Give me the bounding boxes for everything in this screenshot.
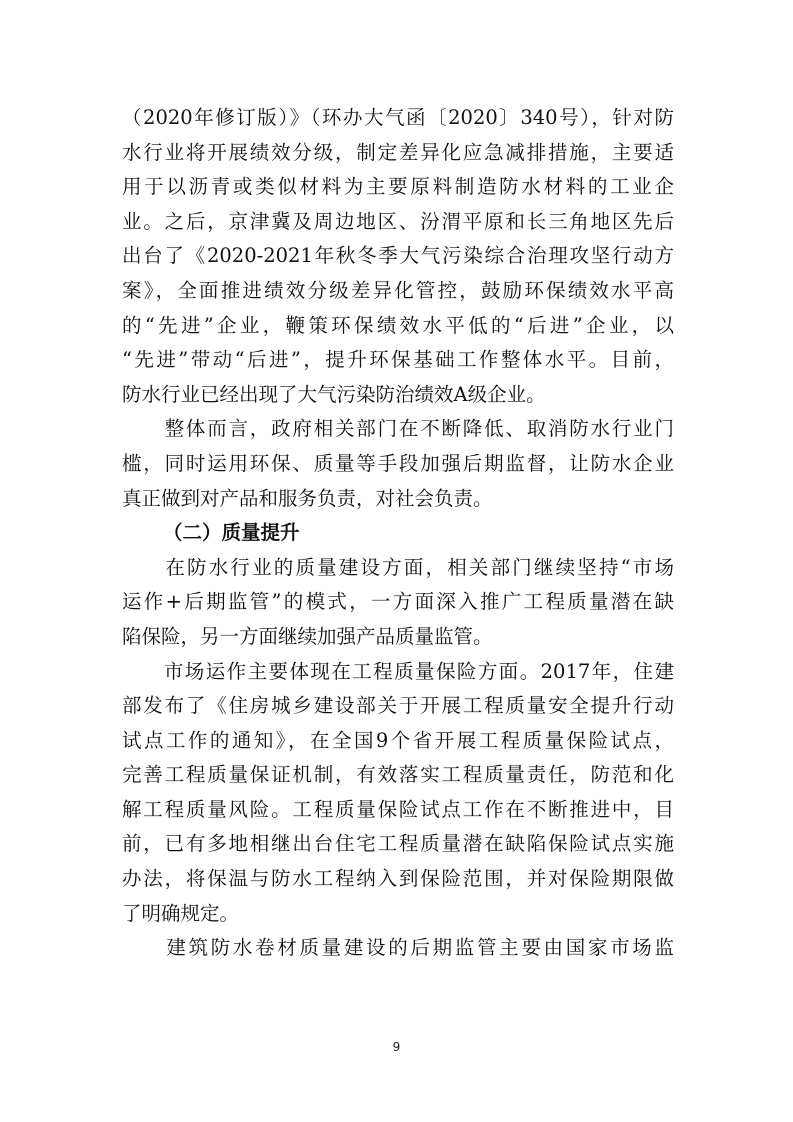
paragraph-1	[122, 101, 674, 412]
text-line: 市场运作主要体现在工程质量保险方面。2017年，住建	[122, 659, 674, 683]
text-line: 槛，同时运用环保、质量等手段加强后期监督，让防水企业	[122, 451, 674, 475]
text-line: 试点工作的通知》，在全国9个省开展工程质量保险试点，	[122, 728, 674, 752]
text-line: 真正做到对产品和服务负责，对社会负责。	[122, 486, 493, 510]
paragraph-3	[122, 551, 674, 655]
text-line: 案》，全面推进绩效分级差异化管控，鼓励环保绩效水平高	[122, 278, 674, 302]
section-heading: （二）质量提升	[163, 521, 300, 545]
paragraph-4	[122, 655, 674, 932]
page-number: 9	[392, 1040, 401, 1054]
paragraph-2	[122, 412, 674, 516]
text-line: 了明确规定。	[122, 901, 240, 925]
text-line: “先进”带动“后进”，提升环保基础工作整体水平。目前，	[122, 348, 674, 372]
text-line: 办法，将保温与防水工程纳入到保险范围，并对保险期限做	[122, 867, 674, 891]
text-line: 运作+后期监管”的模式，一方面深入推广工程质量潜在缺	[122, 590, 674, 614]
text-line: 前，已有多地相继出台住宅工程质量潜在缺陷保险试点实施	[122, 832, 674, 856]
text-line: 用于以沥青或类似材料为主要原料制造防水材料的工业企	[122, 175, 674, 199]
text-line: 建筑防水卷材质量建设的后期监管主要由国家市场监	[122, 936, 674, 960]
text-line: 在防水行业的质量建设方面，相关部门继续坚持“市场	[122, 555, 674, 579]
text-line: 的“先进”企业，鞭策环保绩效水平低的“后进”企业，以	[122, 313, 674, 337]
text-line: （2020年修订版）》（环办大气函〔2020〕340号），针对防	[122, 106, 674, 129]
text-line: 防水行业已经出现了大气污染防治绩效A级企业。	[122, 382, 546, 406]
text-line: 完善工程质量保证机制，有效落实工程质量责任，防范和化	[122, 763, 674, 787]
document-body	[122, 101, 674, 966]
text-line: 水行业将开展绩效分级，制定差异化应急减排措施，主要适	[122, 140, 674, 164]
text-line: 出台了《2020-2021年秋冬季大气污染综合治理攻坚行动方	[122, 244, 674, 268]
text-line: 业。之后，京津冀及周边地区、汾渭平原和长三角地区先后	[122, 209, 674, 233]
text-line: 整体而言，政府相关部门在不断降低、取消防水行业门	[122, 417, 674, 441]
text-line: 部发布了《住房城乡建设部关于开展工程质量安全提升行动	[122, 694, 674, 718]
text-line: 解工程质量风险。工程质量保险试点工作在不断推进中，目	[122, 797, 674, 821]
text-line: 陷保险，另一方面继续加强产品质量监管。	[122, 624, 493, 648]
paragraph-5	[122, 931, 674, 966]
